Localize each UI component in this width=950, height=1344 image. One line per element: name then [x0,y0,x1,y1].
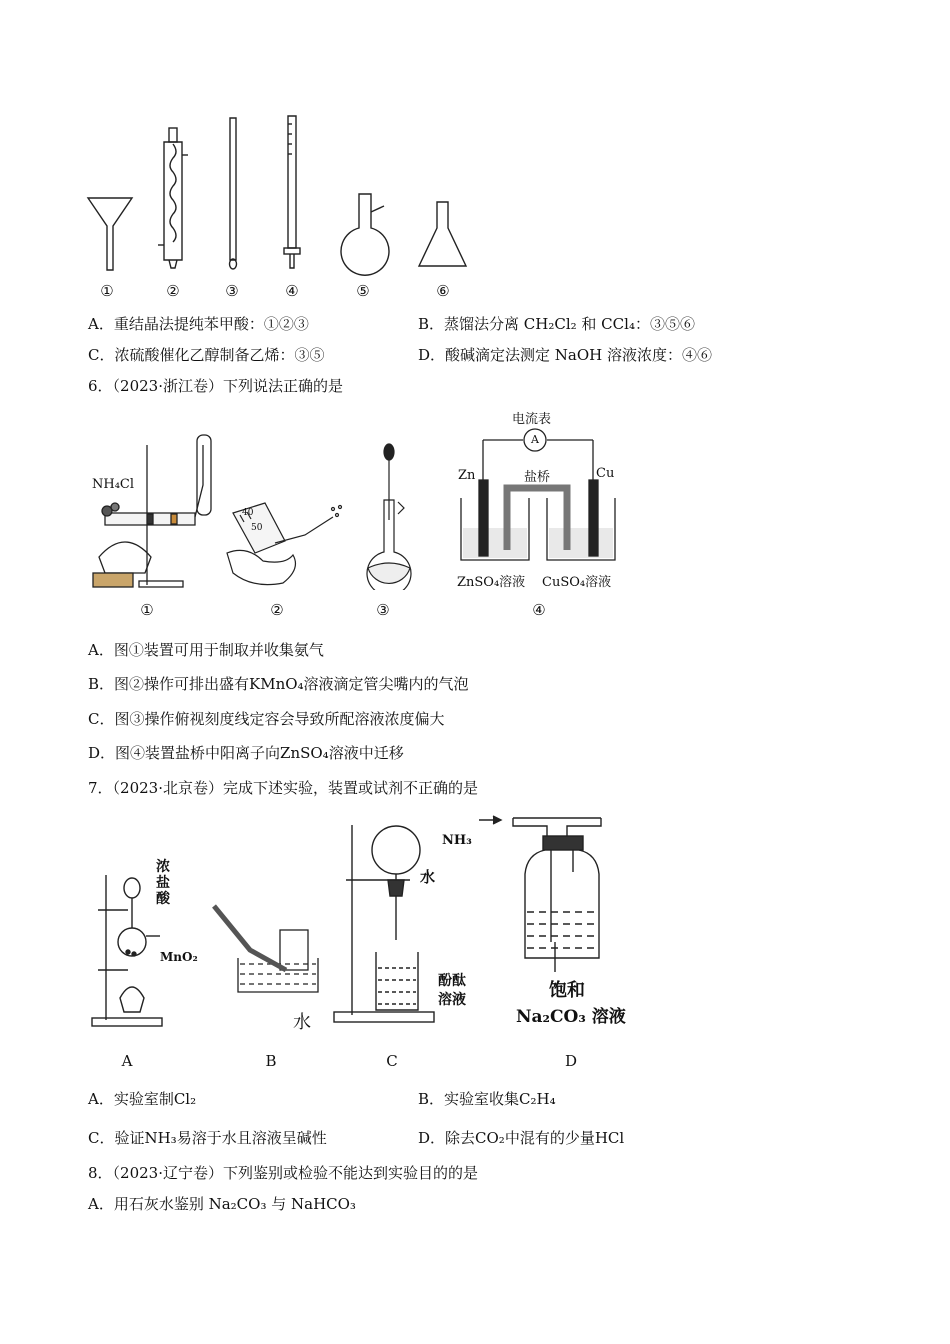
q7-figure-d [475,812,615,972]
q6-figure-3 [360,440,420,590]
q7-figC-nh3-label: NH₃ [442,833,472,848]
q5-label-3: ③ [225,282,239,300]
q6-fig4-ammeter-label: 电流表 [512,412,552,427]
q6-label-2: ② [270,601,284,619]
q6-option-c: C．图③操作俯视刻度线定容会导致所配溶液浓度偏大 [88,710,445,728]
q7-figure-b [210,900,325,1000]
q6-figure-1 [85,425,215,595]
q6-fig2-scale-50: 50 [251,523,263,533]
q6-fig4-right-solution: CuSO₄溶液 [542,575,612,590]
q7-figC-indicator-label-2: 溶液 [438,992,466,1008]
q6-stem: 6．（2023·浙江卷）下列说法正确的是 [88,377,343,395]
q6-fig4-cu-label: Cu [596,466,615,481]
q5-option-b: B．蒸馏法分离 CH₂Cl₂ 和 CCl₄：③⑤⑥ [418,315,695,333]
erlenmeyer-flask-icon [419,202,466,266]
q7-stem: 7．（2023·北京卷）完成下述实验，装置或试剂不正确的是 [88,779,478,797]
q7-figC-water-label: 水 [420,868,436,886]
q7-label-d: D [564,1052,578,1070]
q5-apparatus-figure [80,110,500,280]
funnel-icon [88,198,132,270]
q6-fig2-scale-40: 40 [242,508,254,518]
q7-option-d: D．除去CO₂中混有的少量HCl [418,1129,625,1147]
q7-figure-c [330,820,440,1030]
q7-option-b: B．实验室收集C₂H₄ [418,1090,556,1108]
q6-option-d: D．图④装置盐桥中阳离子向ZnSO₄溶液中迁移 [88,744,404,762]
q5-label-5: ⑤ [356,282,370,300]
distilling-flask-icon [341,194,389,275]
q6-fig4-bridge-label: 盐桥 [524,470,551,485]
q7-figure-a [88,860,198,1030]
q5-label-1: ① [100,282,114,300]
q8-stem: 8．（2023·辽宁卷）下列鉴别或检验不能达到实验目的的是 [88,1164,478,1182]
q5-label-4: ④ [285,282,299,300]
q7-label-c: C [386,1052,398,1070]
q5-option-a: A．重结晶法提纯苯甲酸：①②③ [88,315,309,333]
q6-label-3: ③ [376,601,390,619]
q7-label-a: A [121,1052,133,1070]
q5-option-c: C．浓硫酸催化乙醇制备乙烯：③⑤ [88,346,325,364]
q6-option-b: B．图②操作可排出盛有KMnO₄溶液滴定管尖嘴内的气泡 [88,675,469,693]
q7-figA-acid-label-2: 盐 [156,875,170,891]
condenser-icon [158,128,188,268]
q7-figA-acid-label-1: 浓 [156,859,170,875]
q6-fig1-nh4cl-label: NH₄Cl [92,477,135,492]
q8-option-a: A．用石灰水鉴别 Na₂CO₃ 与 NaHCO₃ [88,1195,356,1213]
q7-option-a: A．实验室制Cl₂ [88,1090,197,1108]
q5-label-6: ⑥ [436,282,450,300]
q6-fig4-zn-label: Zn [458,468,476,483]
q7-figB-water-label: 水 [293,1012,311,1033]
q6-option-a: A．图①装置可用于制取并收集氨气 [88,641,324,659]
q5-option-d: D．酸碱滴定法测定 NaOH 溶液浓度：④⑥ [418,346,713,364]
q7-figA-mno2-label: MnO₂ [160,950,198,964]
burette-icon [284,116,300,268]
q6-label-1: ① [140,601,154,619]
q6-label-4: ④ [532,601,546,619]
q7-option-c: C．验证NH₃易溶于水且溶液呈碱性 [88,1129,327,1147]
q6-figure-4 [455,410,625,575]
ammeter-icon: A [531,433,539,446]
q6-fig4-left-solution: ZnSO₄溶液 [457,575,526,590]
q7-figC-indicator-label-1: 酚酞 [438,973,466,989]
q7-figD-solution-label-2: Na₂CO₃ 溶液 [516,1007,626,1027]
q7-figA-acid-label-3: 酸 [156,891,170,907]
q7-figD-solution-label-1: 饱和 [549,980,585,1001]
q5-label-2: ② [166,282,180,300]
thermometer-icon [230,118,237,269]
q7-label-b: B [265,1052,277,1070]
